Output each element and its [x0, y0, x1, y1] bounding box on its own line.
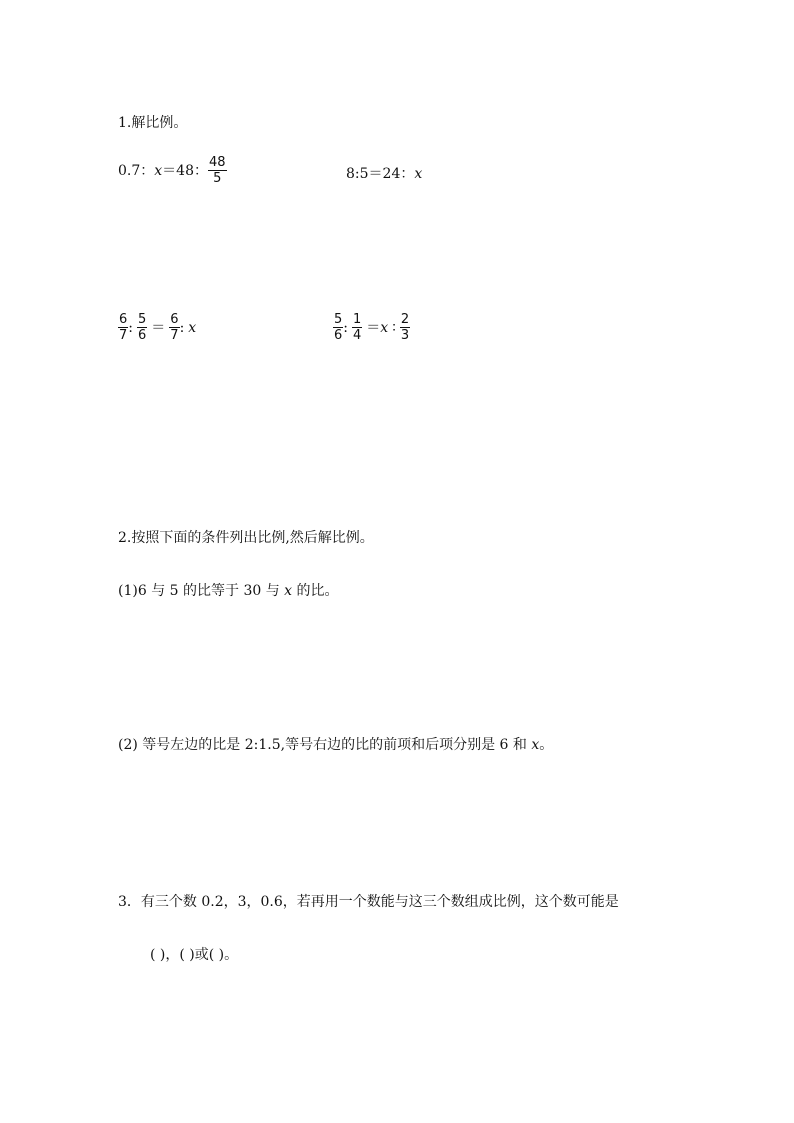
eq-d-colon-1: :: [343, 319, 348, 336]
eq-a-part1: 0.7：: [118, 162, 155, 179]
eq-b-x: x: [414, 166, 423, 182]
q1-equation-b: [346, 165, 422, 183]
q2-title: 2.按照下面的条件列出比例,然后解比例。: [118, 530, 374, 546]
q1-equation-c: [118, 312, 196, 343]
eq-d-f3-numerator: 2: [400, 312, 410, 327]
eq-a-denominator: 5: [213, 171, 222, 186]
eq-d-f2-denominator: 4: [353, 328, 362, 343]
eq-a-x: x: [154, 162, 163, 179]
eq-d-fraction-2: [352, 312, 362, 343]
q2-p1-text-a: (1)6 与 5 的比等于 30 与: [118, 583, 285, 599]
eq-d-f1-numerator: 5: [334, 312, 343, 327]
eq-a-numerator: 48: [209, 155, 226, 170]
eq-c-f2-numerator: 5: [138, 312, 147, 327]
eq-c-x: x: [188, 319, 197, 336]
eq-d-fraction-1: [333, 312, 343, 343]
eq-d-f2-numerator: 1: [353, 312, 362, 327]
q1-equation-a: [118, 155, 227, 186]
eq-d-f3-denominator: 3: [400, 328, 410, 343]
eq-a-part2: ＝48：: [162, 162, 208, 179]
eq-a-fraction: [208, 155, 227, 186]
q2-p1-text-b: 的比。: [292, 583, 339, 599]
eq-c-f3-denominator: 7: [170, 328, 179, 343]
eq-c-colon-2: :: [179, 319, 185, 336]
eq-d-x: x: [380, 319, 389, 336]
eq-b-part1: 8:5＝24：: [346, 166, 415, 182]
q2-part-1: [118, 582, 339, 600]
q2-p2-x: x: [531, 737, 540, 753]
eq-d-colon-2: ∶: [392, 319, 396, 336]
eq-c-fraction-3: [169, 312, 179, 343]
q2-p2-text-a: (2) 等号左边的比是 2:1.5,等号右边的比的前项和后项分别是 6 和: [118, 737, 532, 753]
eq-c-f2-denominator: 6: [138, 328, 147, 343]
eq-d-fraction-3: [400, 312, 410, 343]
q2-p1-x: x: [284, 583, 293, 599]
eq-c-f1-numerator: 6: [119, 312, 128, 327]
eq-c-fraction-1: [118, 312, 128, 343]
eq-c-equals: ＝: [151, 319, 166, 336]
q3-question: 3．有三个数 0.2，3，0.6，若再用一个数能与这三个数组成比例，这个数可能是: [118, 894, 619, 910]
q1-equation-d: [333, 312, 410, 343]
q3-answer-blanks: ( )，( )或( )。: [150, 947, 239, 963]
eq-c-f3-numerator: 6: [170, 312, 179, 327]
eq-c-fraction-2: [137, 312, 147, 343]
eq-d-equals: ＝: [366, 319, 381, 336]
eq-d-f1-denominator: 6: [334, 328, 343, 343]
eq-c-colon-1: :: [128, 319, 133, 336]
eq-c-f1-denominator: 7: [119, 328, 128, 343]
q1-title: 1.解比例。: [118, 115, 188, 131]
q2-p2-text-b: 。: [539, 737, 554, 753]
q2-part-2: [118, 736, 553, 754]
